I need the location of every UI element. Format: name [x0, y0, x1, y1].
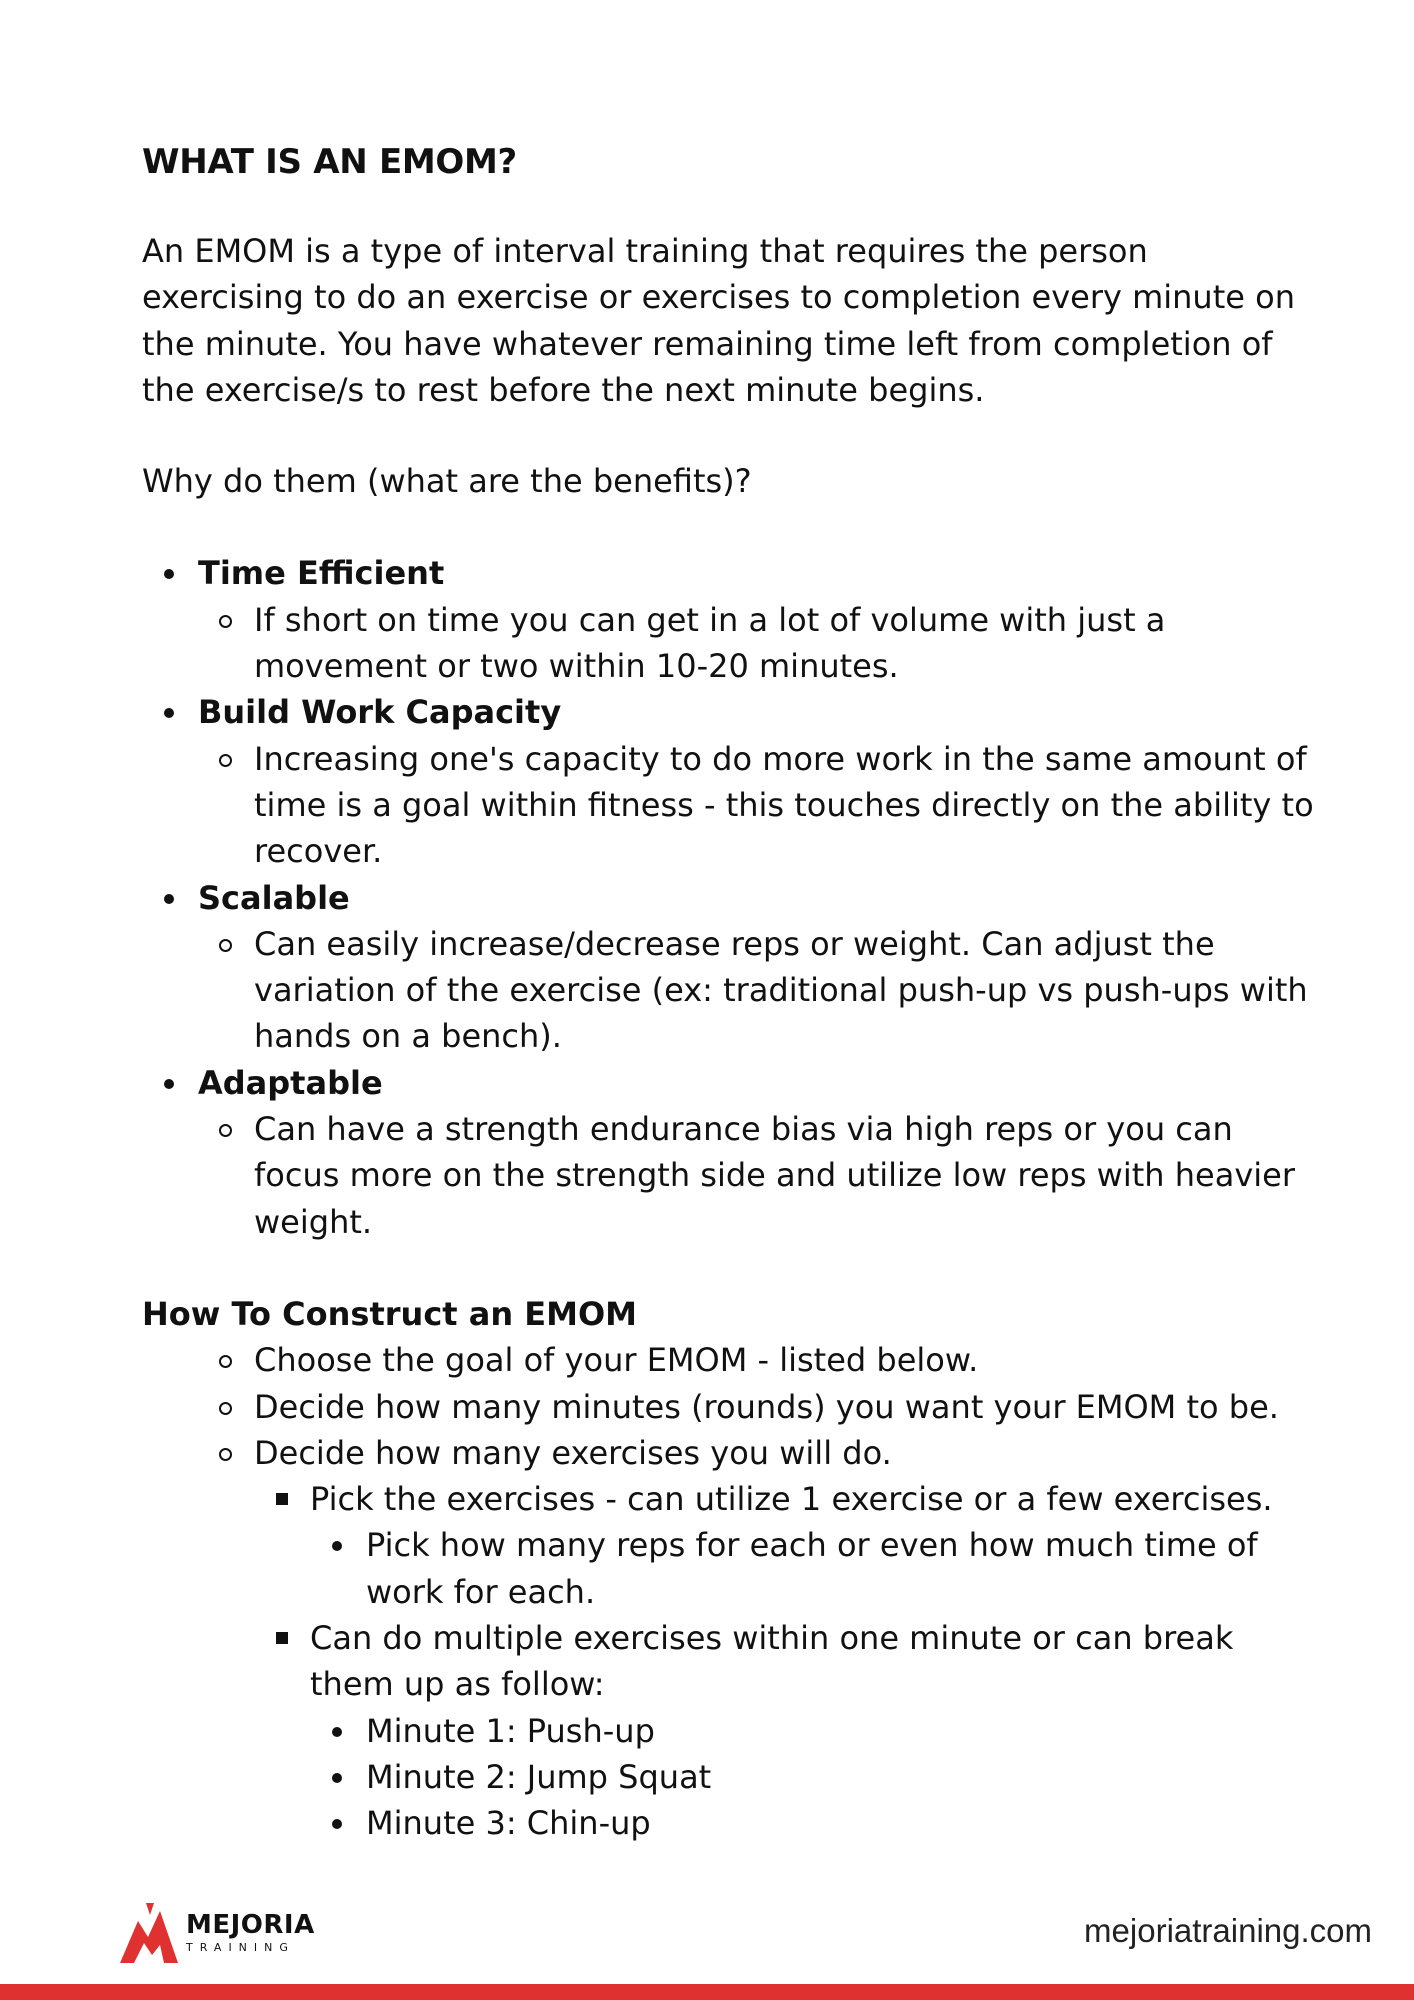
- benefit-title: Adaptable: [198, 1063, 383, 1102]
- howto-step: Decide how many minutes (rounds) you want your EMOM to be.: [142, 1384, 1322, 1430]
- circle-bullet-icon: [219, 1124, 232, 1137]
- minute-item: Minute 2: Jump Squat: [142, 1754, 1322, 1800]
- website-url: mejoriatraining.com: [1084, 1912, 1372, 1949]
- circle-bullet-icon: [219, 1448, 232, 1461]
- document-body: [142, 138, 1322, 1847]
- bullet-icon: [164, 894, 174, 904]
- page-title: WHAT IS AN EMOM?: [142, 142, 517, 182]
- benefit-description: If short on time you can get in a lot of volume with just a movement or two within 10-20 minutes.: [198, 597, 1322, 690]
- bullet-icon: [332, 1773, 342, 1783]
- minute-item: Minute 1: Push-up: [142, 1708, 1322, 1754]
- howto-steps: [142, 1337, 1322, 1846]
- benefit-item: [142, 1060, 1322, 1245]
- square-bullet-icon: [276, 1493, 288, 1505]
- howto-step: Choose the goal of your EMOM - listed below.: [142, 1337, 1322, 1383]
- benefit-description: Can easily increase/decrease reps or weight. Can adjust the variation of the exercise (ex: traditional push-up vs push-ups with hands on a bench).: [198, 921, 1322, 1060]
- bullet-icon: [332, 1541, 342, 1551]
- bullet-icon: [164, 708, 174, 718]
- benefit-item: [142, 875, 1322, 1060]
- minute-item: Minute 3: Chin-up: [142, 1800, 1322, 1846]
- bullet-icon: [164, 1079, 174, 1089]
- benefit-item: [142, 689, 1322, 874]
- bullet-icon: [332, 1727, 342, 1737]
- logo-name: MEJORIA: [186, 1910, 315, 1940]
- circle-bullet-icon: [219, 1355, 232, 1368]
- benefits-list: [142, 550, 1322, 1244]
- brand-logo: [120, 1903, 315, 1963]
- logo-subtitle: TRAINING: [186, 1941, 295, 1954]
- benefit-title: Time Efficient: [198, 554, 445, 593]
- benefit-title: Scalable: [198, 878, 350, 917]
- benefit-description: Increasing one's capacity to do more work in the same amount of time is a goal within fitness - this touches directly on the ability to recover.: [198, 736, 1322, 875]
- bullet-icon: [332, 1819, 342, 1829]
- circle-bullet-icon: [219, 615, 232, 628]
- howto-heading: How To Construct an EMOM: [142, 1294, 637, 1333]
- benefits-heading: Why do them (what are the benefits)?: [142, 462, 752, 501]
- circle-bullet-icon: [219, 939, 232, 952]
- benefit-description: Can have a strength endurance bias via high reps or you can focus more on the strength side and utilize low reps with heavier weight.: [198, 1106, 1322, 1245]
- mejoria-logo-icon: [120, 1903, 178, 1963]
- circle-bullet-icon: [219, 754, 232, 767]
- square-bullet-icon: [276, 1632, 288, 1644]
- benefit-item: [142, 550, 1322, 689]
- footer-accent-bar: [0, 1984, 1414, 2000]
- howto-detail: Pick how many reps for each or even how much time of work for each.: [142, 1522, 1322, 1615]
- howto-substep: Pick the exercises - can utilize 1 exercise or a few exercises.: [142, 1476, 1322, 1522]
- circle-bullet-icon: [219, 1402, 232, 1415]
- intro-paragraph: An EMOM is a type of interval training that requires the person exercising to do an exercise or exercises to completion every minute on the minute. You have whatever remaining time left from completion of the exercise/s to rest before the next minute begins.: [142, 232, 1295, 409]
- howto-substep: Can do multiple exercises within one minute or can break them up as follow:: [142, 1615, 1322, 1708]
- howto-step: Decide how many exercises you will do.: [142, 1430, 1322, 1476]
- benefit-title: Build Work Capacity: [198, 693, 562, 732]
- bullet-icon: [164, 569, 174, 579]
